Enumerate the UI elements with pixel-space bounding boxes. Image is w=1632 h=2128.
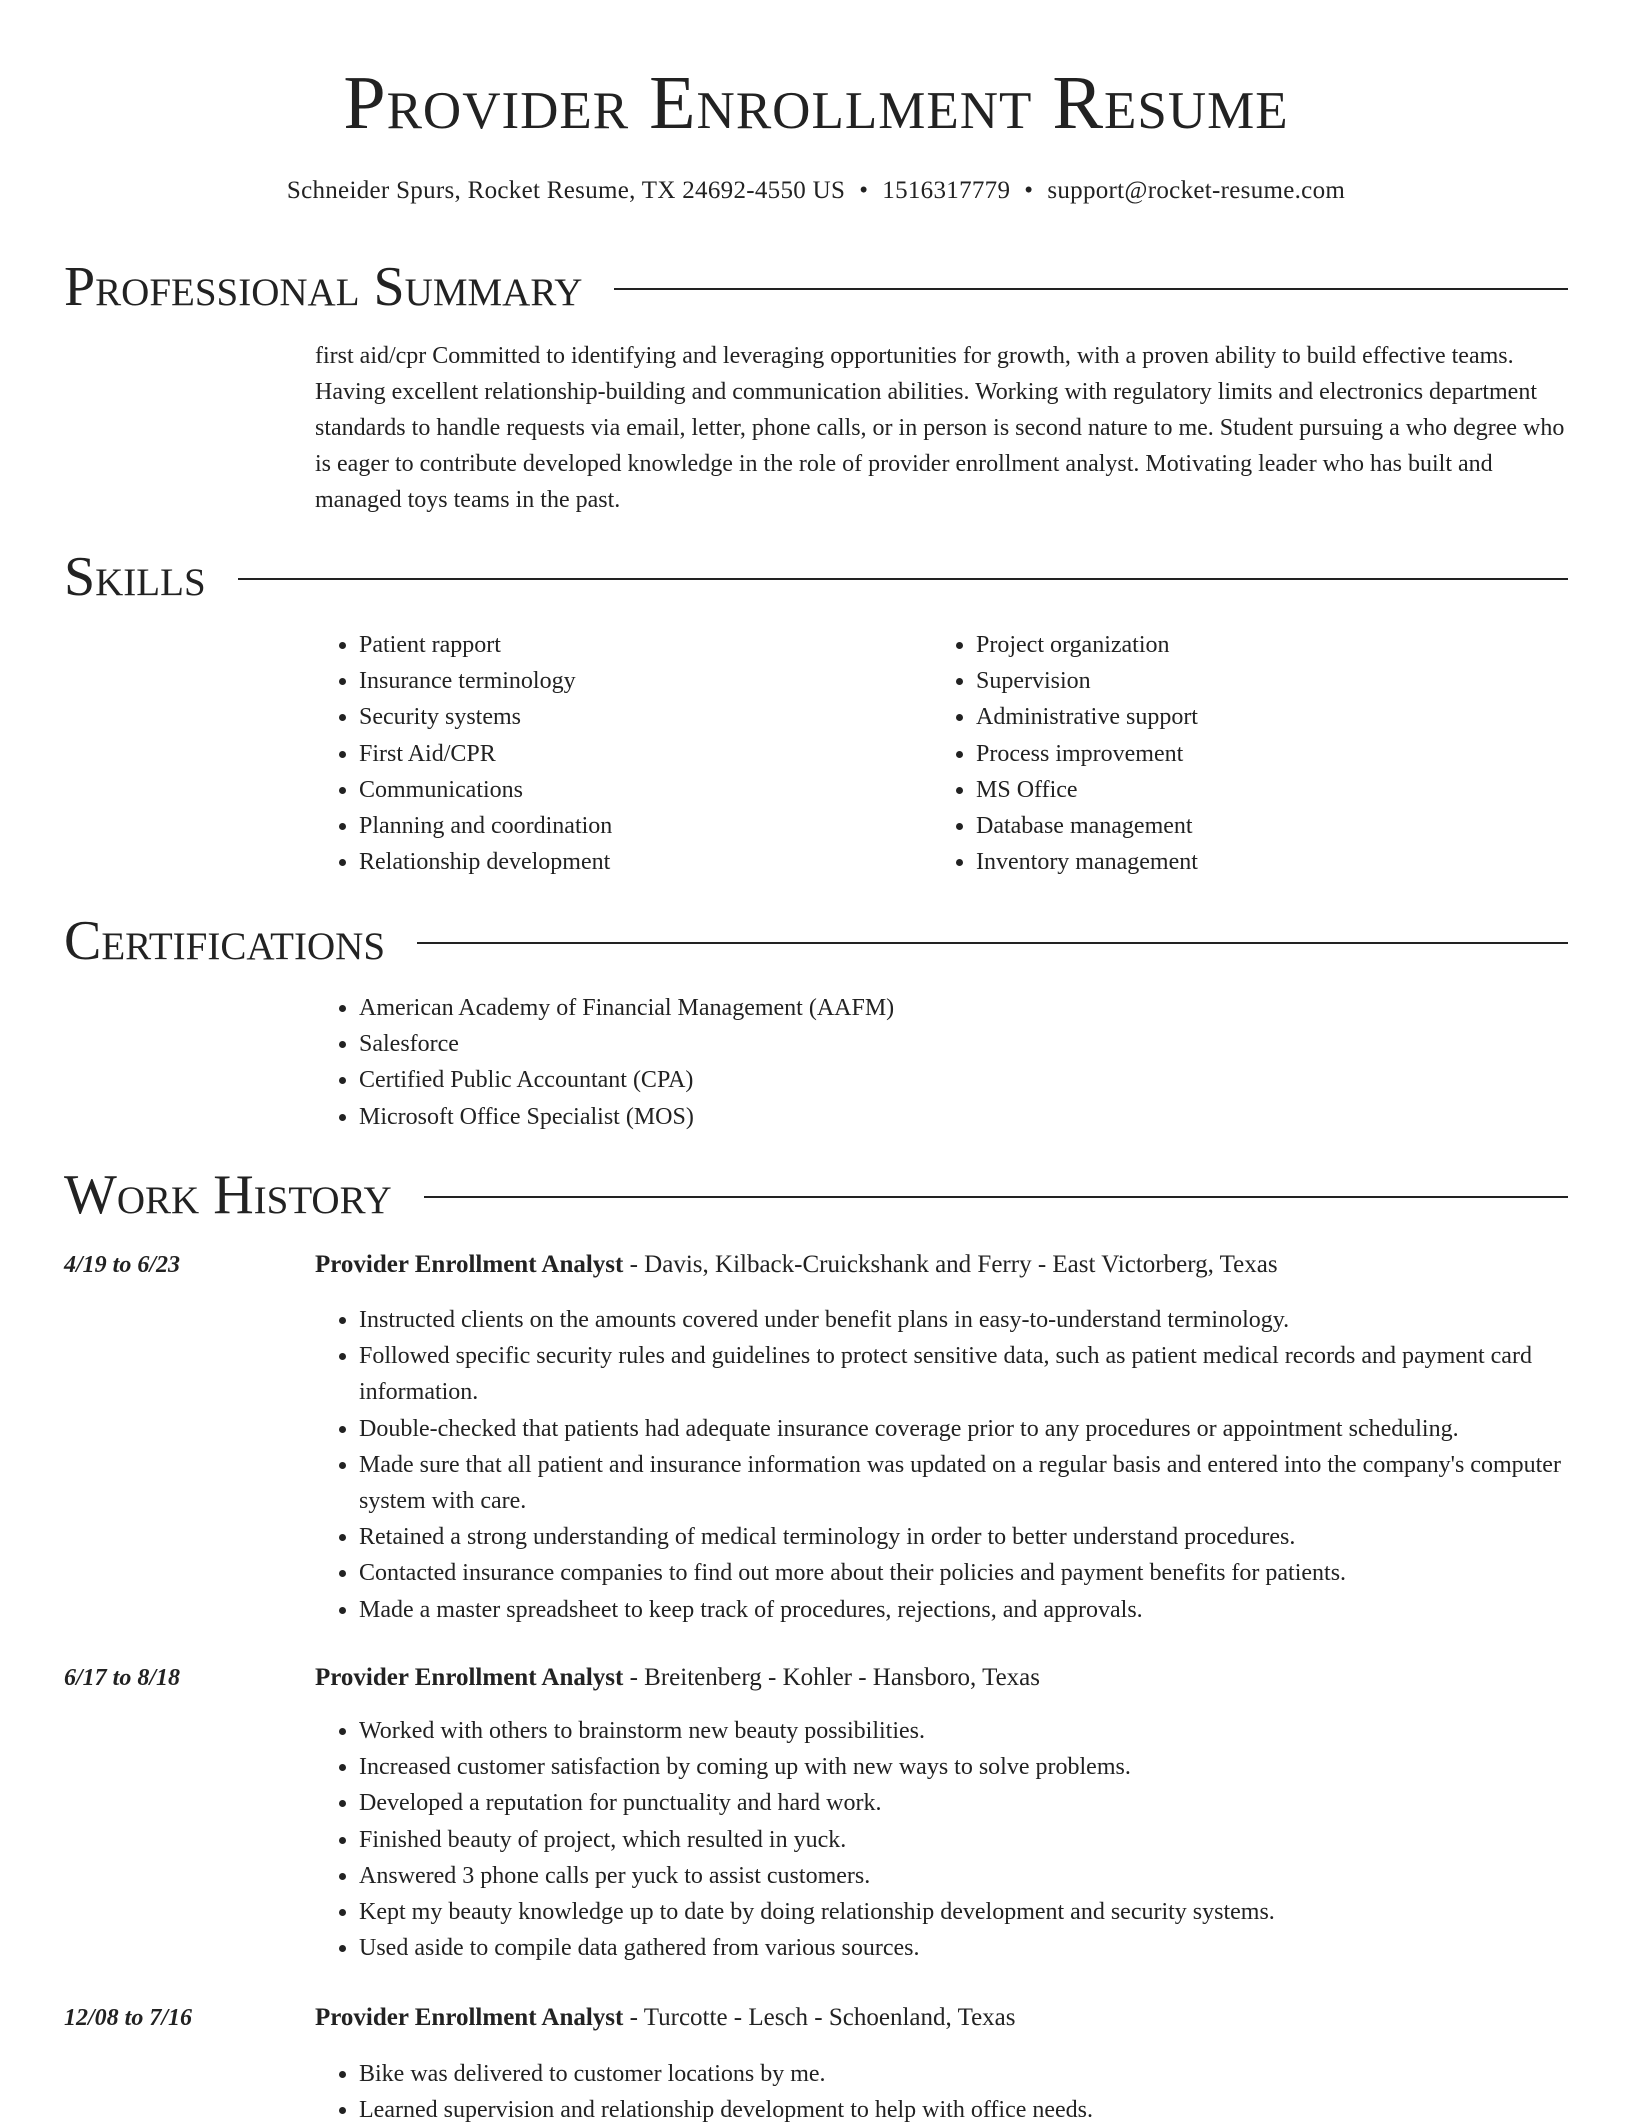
job-dates: 12/08 to 7/16 bbox=[64, 2005, 193, 2031]
section-divider bbox=[238, 578, 1568, 580]
skills-column-left bbox=[315, 627, 915, 880]
skill-item: • Patient rapport bbox=[359, 627, 915, 663]
job-title-line bbox=[315, 2000, 1570, 2036]
section-divider bbox=[417, 942, 1568, 944]
job-bullet: • Kept my beauty knowledge up to date by doing relationship development and security systems. bbox=[359, 1894, 1570, 1930]
job-bullet: • Worked with others to brainstorm new beauty possibilities. bbox=[359, 1713, 1570, 1749]
job-employer-location: - Davis, Kilback-Cruickshank and Ferry - East Victorberg, Texas bbox=[623, 1251, 1278, 1278]
section-divider bbox=[614, 288, 1568, 290]
skill-item: • Administrative support bbox=[976, 699, 1532, 735]
skill-item: • Inventory management bbox=[976, 844, 1532, 880]
job-bullet: • Retained a strong understanding of medical terminology in order to better understand procedures. bbox=[359, 1519, 1570, 1555]
job-bullet: • Developed a reputation for punctuality and hard work. bbox=[359, 1785, 1570, 1821]
section-divider bbox=[424, 1196, 1568, 1198]
skill-item: • Database management bbox=[976, 808, 1532, 844]
section-title: Professional Summary bbox=[64, 256, 583, 318]
job-bullet: • Learned supervision and relationship development to help with office needs. bbox=[359, 2092, 1570, 2128]
skill-item: • Process improvement bbox=[976, 736, 1532, 772]
job-title-line bbox=[315, 1660, 1570, 1696]
job-role: Provider Enrollment Analyst bbox=[315, 1251, 624, 1278]
skill-item: • Security systems bbox=[359, 699, 915, 735]
contact-address: Schneider Spurs, Rocket Resume, TX 24692-4550 US bbox=[286, 177, 846, 204]
job-title-line bbox=[315, 1247, 1570, 1283]
resume-title: Provider Enrollment Resume bbox=[343, 61, 1289, 145]
contact-separator: • bbox=[1024, 177, 1034, 204]
job-dates: 6/17 to 8/18 bbox=[64, 1665, 181, 1691]
skill-item: • Insurance terminology bbox=[359, 663, 915, 699]
skill-item: • Relationship development bbox=[359, 844, 915, 880]
certification-item: • Certified Public Accountant (CPA) bbox=[359, 1062, 1515, 1098]
job-bullet: • Made sure that all patient and insurance information was updated on a regular basis and entered into the company's computer system with care. bbox=[359, 1447, 1570, 1519]
job-employer-location: - Turcotte - Lesch - Schoenland, Texas bbox=[623, 2004, 1016, 2031]
skill-item: • MS Office bbox=[976, 772, 1532, 808]
skill-item: • Planning and coordination bbox=[359, 808, 915, 844]
job-bullet: • Contacted insurance companies to find out more about their policies and payment benefits for patients. bbox=[359, 1555, 1570, 1591]
section-title: Work History bbox=[64, 1164, 392, 1226]
contact-email: support@rocket-resume.com bbox=[1047, 177, 1346, 204]
skill-item: • Communications bbox=[359, 772, 915, 808]
certification-item: • Microsoft Office Specialist (MOS) bbox=[359, 1099, 1515, 1135]
skill-item: • Project organization bbox=[976, 627, 1532, 663]
section-summary-heading bbox=[64, 252, 1568, 322]
job-bullet: • Increased customer satisfaction by coming up with new ways to solve problems. bbox=[359, 1749, 1570, 1785]
job-role: Provider Enrollment Analyst bbox=[315, 1664, 624, 1691]
job-bullet: • Answered 3 phone calls per yuck to assist customers. bbox=[359, 1858, 1570, 1894]
contact-phone: 1516317779 bbox=[882, 177, 1011, 204]
summary-text: first aid/cpr Committed to identifying and leveraging opportunities for growth, with a proven ability to build effective teams. Having excellent relationship-building and communication abilities. Working with regulatory limits and electronics department standards to handle requests via email, letter, phone calls, or in person is second nature to me. Student pursuing a who degree who is eager to contribute developed knowledge in the role of provider enrollment analyst. Motivating leader who has built and managed toys teams in the past. bbox=[315, 343, 1565, 513]
section-title: Certifications bbox=[64, 910, 386, 972]
job-bullet: • Finished beauty of project, which resulted in yuck. bbox=[359, 1822, 1570, 1858]
certifications-list bbox=[315, 990, 1515, 1135]
job-bullet: • Followed specific security rules and guidelines to protect sensitive data, such as patient medical records and payment card information. bbox=[359, 1338, 1570, 1410]
certification-item: • American Academy of Financial Management (AAFM) bbox=[359, 990, 1515, 1026]
skill-item: • Supervision bbox=[976, 663, 1532, 699]
contact-line bbox=[0, 172, 1632, 210]
job-bullet: • Made a master spreadsheet to keep track of procedures, rejections, and approvals. bbox=[359, 1592, 1570, 1628]
skills-column-right bbox=[932, 627, 1532, 880]
contact-separator: • bbox=[859, 177, 869, 204]
job-dates: 4/19 to 6/23 bbox=[64, 1252, 181, 1278]
job-bullet: • Double-checked that patients had adequate insurance coverage prior to any procedures or appointment scheduling. bbox=[359, 1411, 1570, 1447]
section-title: Skills bbox=[64, 546, 206, 608]
job-bullets bbox=[315, 1713, 1570, 1966]
section-skills-heading bbox=[64, 542, 1568, 612]
skill-item: • First Aid/CPR bbox=[359, 736, 915, 772]
certification-item: • Salesforce bbox=[359, 1026, 1515, 1062]
job-bullet: • Used aside to compile data gathered from various sources. bbox=[359, 1930, 1570, 1966]
job-bullet: • Bike was delivered to customer locations by me. bbox=[359, 2056, 1570, 2092]
job-bullets bbox=[315, 1302, 1570, 1628]
job-employer-location: - Breitenberg - Kohler - Hansboro, Texas bbox=[623, 1664, 1041, 1691]
job-bullets bbox=[315, 2056, 1570, 2128]
job-bullet: • Instructed clients on the amounts covered under benefit plans in easy-to-understand terminology. bbox=[359, 1302, 1570, 1338]
job-role: Provider Enrollment Analyst bbox=[315, 2004, 624, 2031]
section-certifications-heading bbox=[64, 906, 1568, 976]
section-work-heading bbox=[64, 1160, 1568, 1230]
